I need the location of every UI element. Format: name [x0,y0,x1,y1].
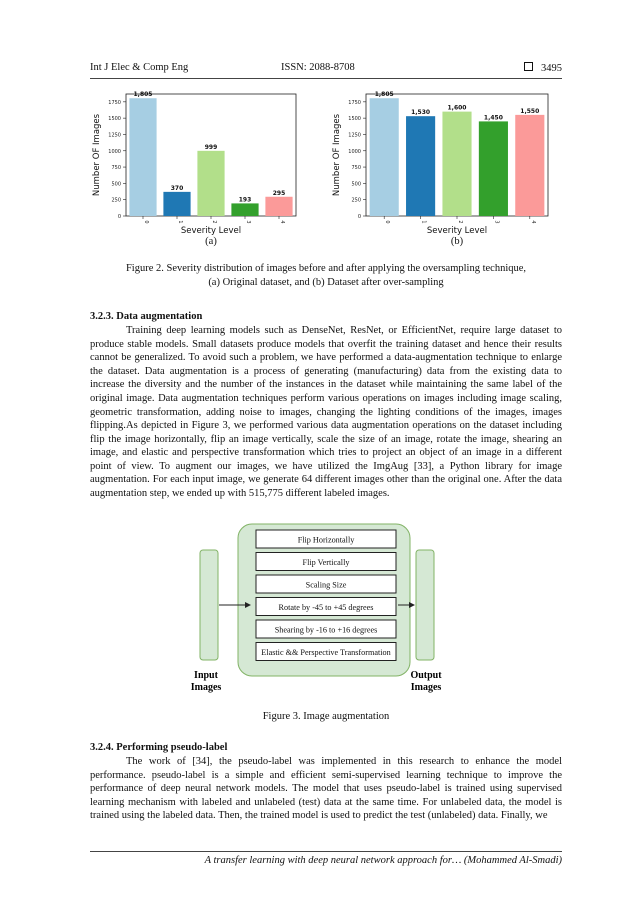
x-tick-label: 3 [493,220,500,224]
y-axis-label: Number OF Images [92,113,102,197]
y-tick-label: 1500 [348,116,361,123]
header-rule [90,78,562,79]
footer-rule [90,851,562,852]
y-tick-label: 750 [351,165,361,172]
bar-severity-3 [479,121,508,216]
y-tick-label: 1750 [348,99,361,106]
section-heading-data-augmentation: 3.2.3. Data augmentation [90,311,203,322]
bar-value-label: 295 [272,189,286,197]
bar-severity-4 [515,115,544,216]
operation-label: Flip Vertically [302,558,350,567]
x-tick-label: 4 [279,220,285,224]
operation-label: Rotate by -45 to +45 degrees [278,603,374,612]
running-header [90,62,562,76]
bar-chart-original [90,88,300,248]
operation-label: Elastic && Perspective Transformation [261,648,391,657]
x-axis-label: Severity Level [180,226,242,236]
square-bullet-icon [524,62,533,71]
panel-label: (b) [450,236,464,247]
y-tick-label: 1250 [108,132,121,139]
y-tick-label: 250 [111,197,121,204]
bar-value-label: 193 [238,196,252,204]
operation-label: Flip Horizontally [297,535,355,545]
x-tick-label: 0 [143,220,149,224]
section-heading-pseudo-label: 3.2.4. Performing pseudo-label [90,742,228,753]
x-tick-label: 4 [529,220,536,224]
journal-name: Int J Elec & Comp Eng [90,62,189,73]
bar-value-label: 1,530 [411,109,431,117]
bar-severity-2 [197,151,224,216]
operation-label: Shearing by -16 to +16 degrees [274,625,378,635]
x-tick-label: 2 [457,220,463,224]
issn: ISSN: 2088-8708 [281,62,355,73]
bar-severity-1 [163,192,190,216]
x-tick-label: 2 [211,220,217,224]
bar-severity-4 [265,197,292,216]
bar-chart-oversampled [330,88,552,248]
y-tick-label: 1500 [108,116,121,123]
augmentation-diagram [186,520,448,696]
paragraph-data-augmentation-2: As depicted in Figure 3, we performed various data augmentation operations on the dataset including flip the image horizontally, flip an image vertically, scale the size of an image, rotate the image, shearing an image, and elastic and perspective transformation which tries to project an object of an image in a different point of view. To augment our images, we have utilized the ImgAug [33], a Python library for image augmentation. For each input image, we generate 64 different images other than the original one. After the data augmentation step, we ended up with 515,775 different labeled images. [90,420,562,499]
bar-value-label: 1,550 [520,107,540,115]
bar-value-label: 999 [204,143,218,151]
y-tick-label: 1750 [108,99,121,106]
paragraph-data-augmentation-1: Training deep learning models such as DenseNet, ResNet, or EfficientNet, require large dataset to produce stable models. Small datasets produce models that overfit the training dataset and hence their results cannot be generalized. To avoid such a problem, we have performed a data-augmentation technique to enlarge the dataset. Data augmentation is a process of generating (manufacturing) data from the existing data to increase the diversity and the number of the instances in the dataset while maintaining the same label of the original image. Data augmentation techniques perform various operations on images including image scaling, geometric transformation, adding noise to images, changing the lighting conditions of the images, images flipping. [90,325,562,432]
x-axis-label: Severity Level [426,226,488,236]
paragraph-pseudo-label: The work of [34], the pseudo-label was implemented in this research to enhance the model performance. pseudo-label is a simple and efficient semi-supervised learning technique to improve the performance of deep neural network models. The model that uses pseudo-label is trained using supervised learning mechanism with labeled and unlabeled (test) data at the same time. For unlabeled data, the model is trained using the labeled data. Then, the trained model is used to predict the test (unlabeled) data. Finally, we [90,756,562,822]
x-tick-label: 0 [384,220,391,224]
y-tick-label: 0 [357,214,361,220]
y-tick-label: 500 [111,181,121,188]
y-tick-label: 250 [351,197,361,204]
figure2-caption-line1: Figure 2. Severity distribution of images before and after applying the oversampling technique, [125,263,527,274]
input-label-line2: Images [190,682,222,693]
running-footer: A transfer learning with deep neural network approach for… (Mohammed Al-Smadi) [204,855,562,866]
bar-value-label: 1,805 [374,91,394,99]
bar-severity-2 [442,112,471,216]
operation-label: Scaling Size [305,580,347,590]
bar-severity-0 [129,98,156,216]
bar-severity-3 [231,203,258,216]
input-images-block [200,550,218,660]
page-number: 3495 [541,63,562,74]
figure3-caption: Figure 3. Image augmentation [262,711,390,722]
y-tick-label: 500 [351,181,361,188]
y-tick-label: 1000 [348,148,361,155]
bar-value-label: 370 [170,184,184,192]
y-axis-label: Number OF Images [332,113,342,197]
bar-severity-0 [370,98,399,216]
output-label-line2: Images [410,682,442,693]
output-images-block [416,550,434,660]
y-tick-label: 0 [117,214,121,220]
y-tick-label: 1250 [348,132,361,139]
x-tick-label: 1 [420,220,427,224]
x-tick-label: 3 [245,220,251,224]
x-tick-label: 1 [177,220,183,224]
bar-value-label: 1,450 [483,114,503,122]
input-label-line1: Input [194,670,218,681]
bar-value-label: 1,600 [447,104,467,112]
figure2-caption [90,262,562,289]
page-number-group [524,62,562,74]
y-tick-label: 750 [111,165,121,172]
figure2-caption-line2: (a) Original dataset, and (b) Dataset after over-sampling [208,276,444,288]
bar-severity-1 [406,116,435,216]
output-label-line1: Output [410,670,442,681]
bar-value-label: 1,805 [133,91,153,99]
y-tick-label: 1000 [108,148,121,155]
panel-label: (a) [205,236,217,247]
